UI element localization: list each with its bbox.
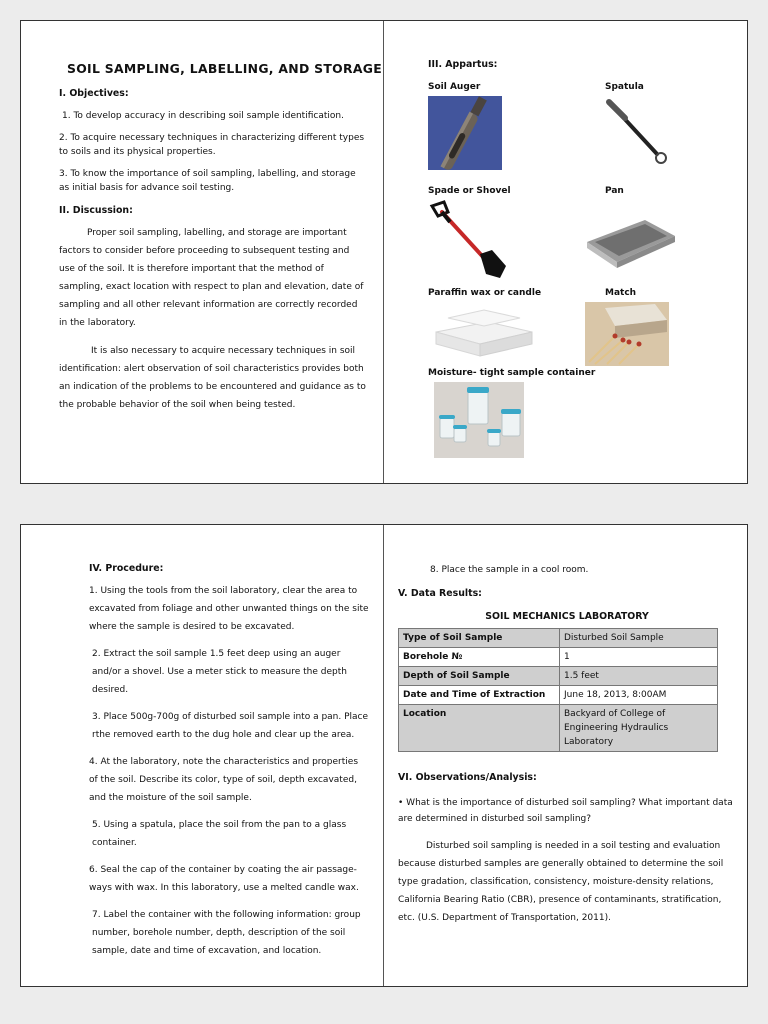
apparatus-heading: III. Appartus:	[428, 59, 498, 70]
procedure-step: 4. At the laboratory, note the characteristics and properties of the soil. Describe its color, type of soil, depth excavated, and the moisture of the soil sample.	[89, 757, 359, 803]
page-sheet-1	[20, 20, 748, 484]
procedure-step: 7. Label the container with the following information: group number, borehole number, depth, description of the soil sample, date and time of excavation, and location.	[92, 910, 361, 956]
procedure-step: 2. Extract the soil sample 1.5 feet deep using an auger and/or a shovel. Use a meter stick to measure the depth desired.	[92, 649, 347, 695]
table-value: Disturbed Soil Sample	[560, 629, 718, 648]
paraffin-wax-image	[428, 302, 541, 370]
table-row	[399, 667, 718, 686]
apparatus-item	[428, 368, 595, 462]
apparatus-item	[605, 288, 669, 370]
table-key: Type of Soil Sample	[399, 629, 560, 648]
procedure-step: 8. Place the sample in a cool room.	[430, 565, 589, 575]
objectives-heading: I. Objectives:	[59, 88, 129, 99]
page-sheet-2	[20, 524, 748, 987]
table-row	[399, 705, 718, 752]
table-row	[399, 629, 718, 648]
pan-image	[581, 200, 679, 282]
objective-item: 3. To know the importance of soil sampling, labelling, and storage as initial basis for advance soil testing.	[59, 169, 356, 193]
apparatus-label: Match	[605, 288, 637, 298]
table-value: 1	[560, 648, 718, 667]
discussion-paragraph: It is also necessary to acquire necessary techniques in soil identification: alert observation of soil characteristics provides both an indication of the problems to be encountered and guidance as to the probable behavior of the soil when being tested.	[59, 346, 366, 410]
table-value: 1.5 feet	[560, 667, 718, 686]
procedure-step: 6. Seal the cap of the container by coating the air passage-ways with wax. In this laboratory, use a melted candle wax.	[89, 865, 359, 893]
apparatus-label: Spade or Shovel	[428, 186, 511, 196]
objective-item: 2. To acquire necessary techniques in characterizing different types to soils and its physical properties.	[59, 133, 365, 157]
apparatus-label: Spatula	[605, 82, 644, 92]
observation-question: • What is the importance of disturbed soil sampling? What important data are determined in disturbed soil sampling?	[398, 798, 733, 824]
observation-answer: Disturbed soil sampling is needed in a soil testing and evaluation because disturbed samples are generally obtained to determine the soil type gradation, classification, consistency, moisture-density relations, California Bearing Ratio (CBR), presence of contaminants, stratification, etc. (U.S. Department of Transportation, 2011).	[398, 841, 724, 923]
table-value: June 18, 2013, 8:00AM	[560, 686, 718, 705]
objective-item: 1. To develop accuracy in describing soil sample identification.	[62, 111, 344, 121]
procedure-step: 5. Using a spatula, place the soil from the pan to a glass container.	[92, 820, 347, 848]
apparatus-item	[428, 82, 502, 174]
table-key: Location	[399, 705, 560, 752]
shovel-image	[428, 200, 511, 284]
table-key: Borehole №	[399, 648, 560, 667]
apparatus-item	[428, 186, 511, 284]
apparatus-label: Moisture- tight sample container	[428, 368, 596, 378]
table-key: Date and Time of Extraction	[399, 686, 560, 705]
table-value: Backyard of College of Engineering Hydraulics Laboratory	[560, 705, 718, 752]
apparatus-label: Pan	[605, 186, 624, 196]
apparatus-item	[428, 288, 541, 370]
spatula-image	[605, 96, 673, 170]
table-key: Depth of Soil Sample	[399, 667, 560, 686]
table-row	[399, 686, 718, 705]
procedure-step: 1. Using the tools from the soil laboratory, clear the area to excavated from foliage and other unwanted things on the site where the sample is desired to be excavated.	[89, 586, 369, 632]
left-column	[21, 525, 383, 986]
right-column	[384, 525, 748, 986]
matches-image	[585, 302, 669, 370]
left-column	[21, 21, 383, 483]
discussion-heading: II. Discussion:	[59, 205, 133, 216]
apparatus-grid	[428, 82, 736, 502]
apparatus-label: Paraffin wax or candle	[428, 288, 542, 298]
data-results-table	[398, 628, 718, 752]
procedure-step: 3. Place 500g-700g of disturbed soil sample into a pan. Place rthe removed earth to the dug hole and clear up the area.	[92, 712, 369, 740]
right-column	[384, 21, 748, 483]
procedure-heading: IV. Procedure:	[89, 563, 164, 574]
apparatus-label: Soil Auger	[428, 82, 481, 92]
document-title: SOIL SAMPLING, LABELLING, AND STORAGE	[67, 61, 382, 76]
discussion-paragraph: Proper soil sampling, labelling, and storage are important factors to consider before proceeding to subsequent testing and use of the soil. It is therefore important that the method of sampling, exact location with respect to plan and elevation, date of sampling and all other relevant information are correctly recorded in the laboratory.	[59, 228, 364, 328]
data-results-heading: V. Data Results:	[398, 588, 482, 599]
soil-auger-image	[428, 96, 502, 174]
table-row	[399, 648, 718, 667]
table-title: SOIL MECHANICS LABORATORY	[485, 611, 649, 622]
apparatus-item	[605, 82, 673, 170]
sample-containers-image	[434, 382, 595, 462]
observations-heading: VI. Observations/Analysis:	[398, 772, 537, 783]
apparatus-item	[605, 186, 679, 282]
